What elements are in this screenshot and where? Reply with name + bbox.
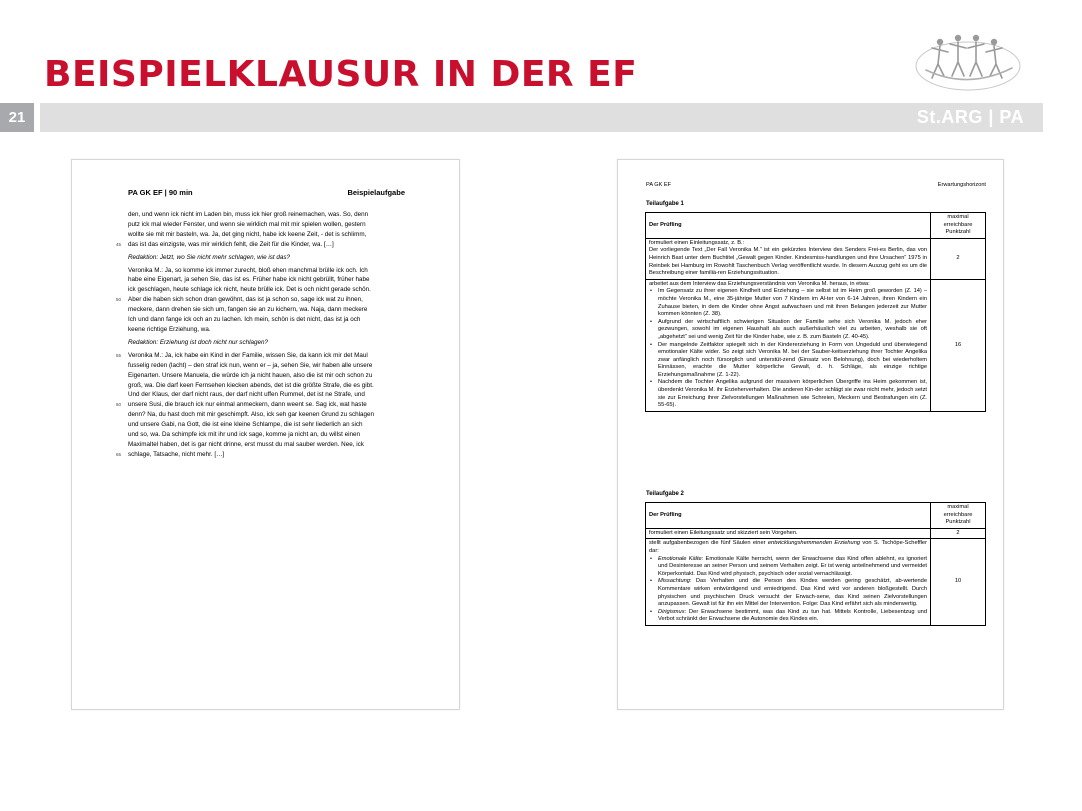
line-text: ick geschlagen, heute schlage ick nicht, heute brülle ick. Det is och nicht gerade schön.: [128, 286, 371, 294]
text-line: [128, 210, 405, 220]
text-line: [128, 253, 405, 263]
text-line: [128, 381, 405, 391]
table-header-row: [646, 213, 986, 239]
line-text: und unsere Gabi, na Gott, die ist eine kleine Schlampe, die ist sehr liederlich an sich: [128, 421, 363, 429]
text-line: [128, 230, 405, 240]
interviewer-question: [128, 338, 405, 348]
line-text: Ich und dann fange ick och an zu lachen. Ich mein, schön is det nicht, das ist ja och: [128, 316, 361, 324]
task-label: Beispielaufgabe: [347, 188, 405, 197]
criterion-intro: formuliert einen Einleitungssatz, z. B.:: [649, 239, 745, 246]
pillar-text: : Emotionale Kälte herrscht, wenn der Erwachsene das Kind offen ablehnt, es ignoriert und Desinteresse an seiner Person und seinem Verhalten zeigt. Er ist wenig anteilnehmend und vermeidet Körperkontakt. Das Kind wird physisch, psychisch oder sozial vernachlässigt.: [658, 555, 927, 577]
exam-page-left: [71, 159, 460, 710]
interview-paragraph: [116, 266, 405, 335]
exam-page-right: [617, 159, 1004, 710]
text-line: [116, 240, 405, 250]
points-cell: 10: [931, 539, 986, 626]
right-page-header: [646, 182, 986, 188]
school-logo-icon: [912, 28, 1024, 94]
criterion-text: Der vorliegende Text „Der Fall Veronika M.“ ist ein gekürztes Interview des Senders Frei-es Berlin, das von Heinrich Bast unter dem Buchtitel „Gewalt gegen Kinder. Kindesmiss-handlungen und ihre Ursachen“ 1975 in Reinbek bei Hamburg im Rowohlt Taschenbuch Verlag veröffentlicht wurde. In diesem Auszug geht es um die Beschreibung einer familiä-ren Erziehungssituation.: [649, 247, 927, 277]
line-text: den, und wenn ick nicht im Laden bin, muss ick hier groß reinemachen, was. So, denn: [128, 211, 369, 218]
text-line: [128, 420, 405, 430]
line-text: das ist das einzigste, was mir wirklich fehlt, die Zeit für die Kinder, wa. […]: [128, 240, 334, 248]
line-text: groß, wa. Die darf keen Fernsehen kiecken abends, det ist die größte Strafe, die es gibt.: [128, 381, 374, 389]
text-line: [128, 440, 405, 450]
table-row: [646, 279, 986, 411]
line-text: putz ick mal wieder Fenster, und wenn sie wirklich mal mit mir spielen wollen, gestern: [128, 220, 366, 228]
table-row: [646, 238, 986, 279]
line-text: meckere, dann drehen sie sich um, fangen sie an zu kichern, wa. Naja, dann meckere: [128, 306, 368, 314]
interview-paragraph: [116, 351, 405, 460]
text-line: [128, 305, 405, 315]
criterion-intro: [649, 540, 927, 555]
criterion-cell: [646, 238, 931, 279]
line-text: Eigenarten. Unsere Manuela, die würde ich ja nicht hauen, also die ist mir och schon zu: [128, 371, 373, 379]
table-header-row: [646, 503, 986, 529]
evaluation-table-1: [645, 212, 986, 412]
text-line: [128, 275, 405, 285]
text-line: [116, 351, 405, 361]
pillar-text: : Der Erwachsene bestimmt, was das Kind zu tun hat. Mittels Kontrolle, Liebesentzug und Verbot schränkt der Erwachsene die Autonomie des Kindes ein.: [658, 608, 927, 623]
header-examinee: Der Prüfling: [646, 503, 931, 529]
line-text: Und der Klaus, der darf nicht raus, der darf nicht uffen Rummel, det ist ne Strafe, und: [128, 391, 365, 399]
line-text: Maximaltel haben, det is gar nicht drinne, erst musst du mal sauber werden. Nee, ick: [128, 440, 364, 448]
intro-emphasis: entwicklungshemmenden Erziehung: [767, 540, 861, 547]
table-row: [646, 539, 986, 626]
text-line: [116, 450, 405, 460]
list-item: [649, 609, 927, 624]
line-number: 55: [116, 352, 122, 358]
line-text: unsere Susi, die brauch ick nur einmal anmeckern, dann weent se. Sag ick, wat haste: [128, 401, 367, 409]
header-points: maximal erreichbare Punktzahl: [931, 213, 986, 239]
table-row: [646, 528, 986, 539]
text-line: [128, 430, 405, 440]
course-label: PA GK EF | 90 min: [128, 188, 193, 197]
text-line: [128, 390, 405, 400]
line-text: schlage, Tatsache, nicht mehr. […]: [128, 450, 225, 458]
text-line: [128, 325, 405, 335]
interview-paragraph: [116, 210, 405, 250]
criterion-cell: [646, 539, 931, 626]
horizon-label: Erwartungshorizont: [937, 182, 986, 188]
list-item: [649, 578, 927, 608]
line-text: denn? Na, du hast doch mit mir geschimpft. Also, ick seh gar keenen Grund zu schlagen: [128, 411, 375, 419]
header-examinee: Der Prüfling: [646, 213, 931, 239]
intro-text-end: von S. Tschöpe-Scheffler dar:: [649, 540, 927, 554]
text-line: [128, 266, 405, 276]
brand-label: St.ARG | PA: [898, 103, 1043, 132]
intro-text: stellt aufgabenbezogen die fünf Säulen einer: [649, 540, 768, 547]
criterion-cell: formuliert einen Eileitungssatz und skizziert sein Vorgehen.: [646, 528, 931, 539]
section-title-2: Teilaufgabe 2: [646, 491, 684, 497]
pillar-text: : Das Verhalten und die Person des Kindes werden gering geschätzt, ab-wertende Kommentare wirken entwürdigend und erniedrigend. Das Kind wird vor anderen bloßgestellt. Durch physischen und psychischen Druck versucht der Erwach-sene, das Kind seinen Zielvorstellungen anzupassen. Gewalt ist für ihn ein Mittel der Intervention. Folge: Das Kind erfährt sich als minderwertig.: [658, 578, 927, 608]
line-text: und so, wa. Da schimpfe ick mit ihr und ick sage, komme ja nicht an, du willst einen: [128, 431, 361, 439]
line-text: Aber die haben sich schon dran gewöhnt, das ist ja schon so, sage ick wat zu ihnen,: [128, 296, 363, 304]
points-cell: 2: [931, 528, 986, 539]
list-item: • Der mangelnde Zeitfaktor spiegelt sich in der Kindererziehung in Form von Ungeduld und überwiegend emotionaler Kälte wider. So zeigt sich Veronika M. bei der Sauber-keitserziehung ihrer Tochter Angelika zwar anfänglich noch fürsorglich und unterstüt-zend (Einsatz von Belohnung), doch bei wiederholtem Einnässen, erachte die Mutter körperliche Gewalt, d. h. Schläge, als einzige richtige Erziehungsmaßnahme (Z. 1-22).: [649, 342, 927, 380]
list-item: • Nachdem die Tochter Angelika aufgrund der massiven körperlichen Übergriffe ins Heim gekommen ist, überdenkt Veronika M. ihr Erzieherverhalten. Die anderen Kin-der schlägt sie zwar nicht mehr, jedoch setzt sie zur Erreichung ihrer Zielvorstellungen Maßnahmen wie Schreien, Meckern und Bestrafungen ein (Z. 55-65).: [649, 379, 927, 409]
line-text: fusselig reden (lacht) – den straf ick nun, wenn er – ja, sehen Sie, wir haben alle unsere: [128, 361, 373, 369]
text-line: [128, 371, 405, 381]
pillar-name: Missachtung: [658, 578, 690, 585]
section-title-1: Teilaufgabe 1: [646, 201, 684, 207]
criterion-intro: arbeitet aus dem Interview das Erziehungsverständnis von Veronika M. heraus, in etwa:: [649, 280, 870, 287]
line-text: Redaktion: Erziehung ist doch nicht nur schlagen?: [128, 338, 269, 346]
points-cell: 16: [931, 279, 986, 411]
text-line: [116, 400, 405, 410]
slide-number: 21: [0, 103, 34, 132]
list-item: [649, 556, 927, 579]
line-text: keene richtige Erziehung, wa.: [128, 325, 211, 333]
criterion-list: [649, 288, 927, 410]
line-number: 65: [116, 451, 122, 457]
line-number: 45: [116, 241, 122, 247]
line-text: Veronika M.: Ja, ick habe ein Kind in der Familie, wissen Sie, da kann ick mir det Maul: [128, 351, 368, 359]
evaluation-table-2: [645, 502, 986, 626]
line-number: 50: [116, 297, 122, 303]
text-line: [128, 220, 405, 230]
band-bar: [40, 103, 898, 132]
list-item: • Im Gegensatz zu ihrer eigenen Kindheit und Erziehung – sie selbst ist im Heim groß geworden (Z. 14) – möchte Veronika M., eine 35-jährige Mutter von 7 Kindern im Al-ter von 6-14 Jahren, ihren Kindern ein Zuhause bieten, in dem die Kinder ohne Angst aufwachsen und mit ihren Belangen jederzeit zur Mutter kommen könnten (Z. 38).: [649, 288, 927, 318]
text-line: [128, 410, 405, 420]
text-line: [128, 285, 405, 295]
text-line: [128, 315, 405, 325]
text-line: [128, 338, 405, 348]
slide-title: BEISPIELKLAUSUR IN DER EF: [44, 54, 638, 95]
interview-text: [116, 210, 405, 463]
line-text: wollte sie mit mir basteln, wa. Ja, det ging nicht, habe ick keene Zeit, - det is schlimm,: [128, 230, 367, 238]
list-item: • Aufgrund der wirtschaftlich schwierigen Situation der Familie sehe sich Veronika M. jedoch eher gezwungen, sowohl im eigenen Haushalt als auch außerhäuslich viel zu arbeiten, weshalb sie oft „abgehetzt“ sei und wenig Zeit für die Kinder habe, wie z. B. zum Basteln (Z. 40-45).: [649, 319, 927, 342]
line-text: Redaktion: Jetzt, wo Sie nicht mehr schlagen, wie ist das?: [128, 253, 291, 261]
criterion-list: [649, 556, 927, 624]
course-label-right: PA GK EF: [646, 182, 672, 188]
line-number: 60: [116, 402, 122, 408]
pillar-name: Emotionale Kälte: [658, 555, 702, 562]
line-text: Veronika M.: Ja, so komme ick immer zurecht, bloß ehen manchmal brülle ick och. Ich: [128, 266, 368, 274]
header-points: maximal erreichbare Punktzahl: [931, 503, 986, 529]
interviewer-question: [128, 253, 405, 263]
line-text: habe eine Eigenart, ja sehen Sie, das ist es. Früher habe ick nicht gebrüllt, früher habe: [128, 276, 370, 284]
criterion-cell: [646, 279, 931, 411]
points-cell: 2: [931, 238, 986, 279]
left-page-header: [128, 188, 405, 197]
header-band: [0, 103, 1043, 132]
pillar-name: Dirigismus: [658, 608, 685, 615]
text-line: [116, 295, 405, 305]
text-line: [128, 361, 405, 371]
